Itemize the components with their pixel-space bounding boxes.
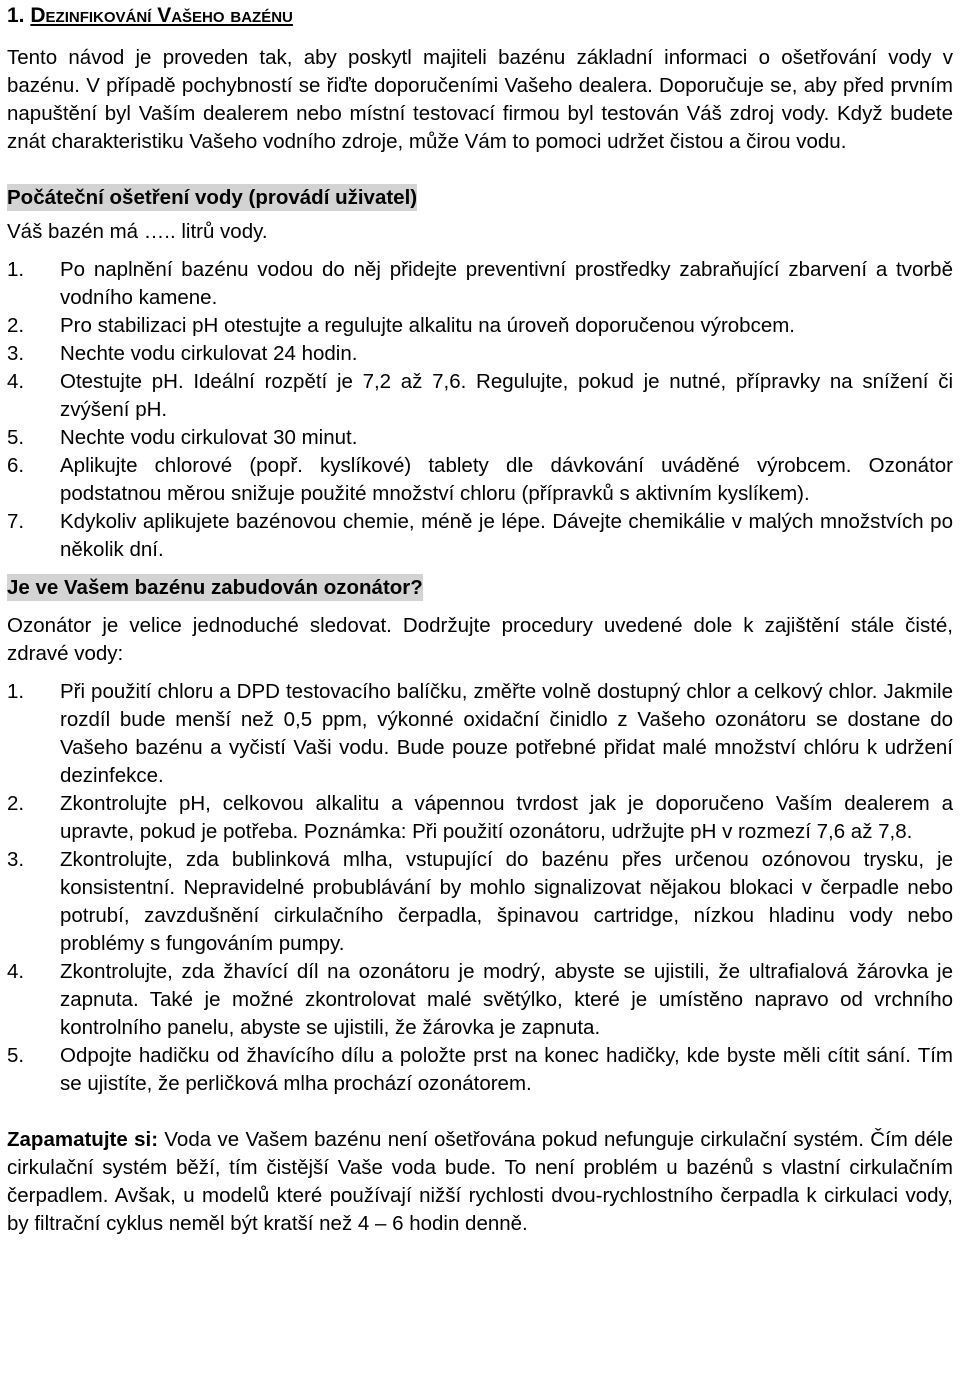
section-heading: Počáteční ošetření vody (provádí uživatel) bbox=[7, 186, 418, 209]
spacer bbox=[7, 156, 953, 184]
list-item bbox=[7, 368, 953, 424]
list-item bbox=[7, 340, 953, 368]
step-text: Nechte vodu cirkulovat 24 hodin. bbox=[60, 342, 358, 365]
section-heading: Je ve Vašem bazénu zabudován ozonátor? bbox=[7, 576, 423, 599]
list-item bbox=[7, 256, 953, 312]
list-item bbox=[7, 312, 953, 340]
step-text: Zkontrolujte, zda žhavící díl na ozonátoru je modrý, abyste se ujistili, že ultrafialová žárovka je zapnuta. Také je možné zkontrolovat malé světýlko, které je umístěno napravo od vrchního kontrolního panelu, abyste se ujistili, že žárovka je zapnuta. bbox=[60, 960, 953, 1039]
list-item bbox=[7, 424, 953, 452]
step-text: Aplikujte chlorové (popř. kyslíkové) tablety dle dávkování uváděné výrobcem. Ozonátor podstatnou měrou snižuje použité množství chloru (přípravků s aktivním kyslíkem). bbox=[60, 454, 953, 505]
step-text: Při použití chloru a DPD testovacího balíčku, změřte volně dostupný chlor a celkový chlor. Jakmile rozdíl bude menší než 0,5 ppm, výkonné oxidační činidlo z Vašeho ozonátoru se dostane do Vašeho bazénu a vyčistí Vaši vodu. Bude pouze potřebné přidat malé množství chlóru k udržení dezinfekce. bbox=[60, 680, 953, 787]
section-ozonator bbox=[7, 574, 953, 1098]
ozonator-intro: Ozonátor je velice jednoduché sledovat. Dodržujte procedury uvedené dole k zajištění stále čisté, zdravé vody: bbox=[7, 614, 953, 665]
section-initial-treatment bbox=[7, 184, 953, 564]
step-number: 6. bbox=[7, 454, 25, 477]
step-number: 3. bbox=[7, 848, 25, 871]
list-item bbox=[7, 846, 953, 958]
step-text: Zkontrolujte pH, celkovou alkalitu a vápennou tvrdost jak je doporučeno Vaším dealerem a upravte, pokud je potřeba. Poznámka: Při použití ozonátoru, udržujte pH v rozmezí 7,6 až 7,8. bbox=[60, 792, 953, 843]
step-number: 1. bbox=[7, 258, 25, 281]
page-title bbox=[7, 2, 953, 30]
spacer bbox=[7, 668, 953, 678]
step-number: 3. bbox=[7, 342, 25, 365]
spacer bbox=[7, 564, 953, 574]
list-item bbox=[7, 452, 953, 508]
list-item bbox=[7, 508, 953, 564]
pool-volume-line: Váš bazén má ….. litrů vody. bbox=[7, 220, 268, 243]
reminder-paragraph bbox=[7, 1126, 953, 1238]
step-number: 2. bbox=[7, 314, 25, 337]
initial-treatment-steps bbox=[7, 256, 953, 564]
step-number: 4. bbox=[7, 960, 25, 983]
step-text: Zkontrolujte, zda bublinková mlha, vstupující do bazénu přes určenou ozónovou trysku, je konsistentní. Nepravidelné probublávání by mohlo signalizovat nějakou blokaci v čerpadle nebo potrubí, zavzdušnění cirkulačního čerpadla, špinavou cartridge, nízkou hladinu vody nebo problémy s fungováním pumpy. bbox=[60, 848, 953, 955]
step-number: 5. bbox=[7, 426, 25, 449]
step-number: 4. bbox=[7, 370, 25, 393]
title-text: Dezinfikování Vašeho bazénu bbox=[30, 4, 293, 27]
step-number: 2. bbox=[7, 792, 25, 815]
spacer bbox=[7, 246, 953, 256]
reminder-text: Voda ve Vašem bazénu není ošetřována pokud nefunguje cirkulační systém. Čím déle cirkulační systém běží, tím čistější Vaše voda bude. To není problém u bazénů s vlastní cirkulačním čerpadlem. Avšak, u modelů které používají nižší rychlosti dvou-rychlostního čerpadla k cirkulaci vody, by filtrační cyklus neměl být kratší než 4 – 6 hodin denně. bbox=[7, 1128, 953, 1235]
reminder-label: Zapamatujte si: bbox=[7, 1128, 159, 1151]
step-text: Pro stabilizaci pH otestujte a regulujte alkalitu na úroveň doporučenou výrobcem. bbox=[60, 314, 795, 337]
list-item bbox=[7, 678, 953, 790]
intro-paragraph: Tento návod je proveden tak, aby poskytl majiteli bazénu základní informaci o ošetřování vody v bazénu. V případě pochybností se řiďte doporučeními Vašeho dealera. Doporučuje se, aby před prvním napuštění byl Vaším dealerem nebo místní testovací firmou byl testován Váš zdroj vody. Když budete znát charakteristiku Vašeho vodního zdroje, může Vám to pomoci udržet čistou a čirou vodu. bbox=[7, 46, 953, 153]
step-text: Odpojte hadičku od žhavícího dílu a položte prst na konec hadičky, kde byste měli cítit sání. Tím se ujistíte, že perličková mlha prochází ozonátorem. bbox=[60, 1044, 953, 1095]
step-number: 1. bbox=[7, 680, 25, 703]
list-item bbox=[7, 958, 953, 1042]
ozonator-steps bbox=[7, 678, 953, 1098]
step-number: 5. bbox=[7, 1044, 25, 1067]
step-text: Nechte vodu cirkulovat 30 minut. bbox=[60, 426, 358, 449]
spacer bbox=[7, 602, 953, 612]
spacer bbox=[7, 1098, 953, 1126]
list-item bbox=[7, 1042, 953, 1098]
step-text: Otestujte pH. Ideální rozpětí je 7,2 až 7,6. Regulujte, pokud je nutné, přípravky na snížení či zvýšení pH. bbox=[60, 370, 953, 421]
title-number: 1. bbox=[7, 4, 25, 27]
step-text: Kdykoliv aplikujete bazénovou chemie, méně je lépe. Dávejte chemikálie v malých množstvích po několik dní. bbox=[60, 510, 953, 561]
list-item bbox=[7, 790, 953, 846]
step-number: 7. bbox=[7, 510, 25, 533]
step-text: Po naplnění bazénu vodou do něj přidejte preventivní prostředky zabraňující zbarvení a tvorbě vodního kamene. bbox=[60, 258, 953, 309]
